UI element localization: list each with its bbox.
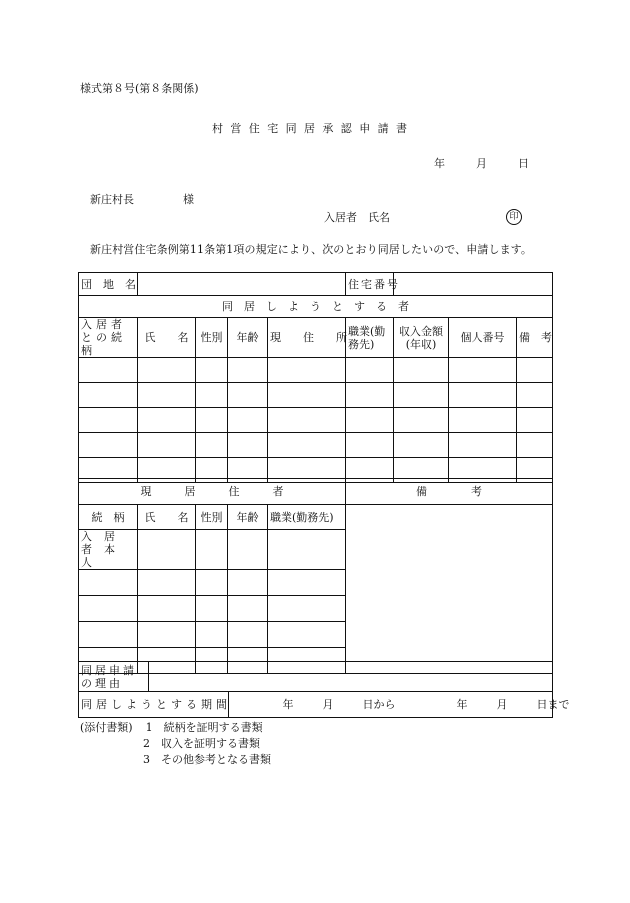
cohabitant-section-title: 同 居 し よ う と す る 者 (79, 296, 553, 318)
date-line (434, 157, 529, 171)
cell[interactable] (517, 383, 553, 408)
residents-section-title: 現 居 住 者 (79, 479, 346, 505)
to-day: 日まで (536, 698, 570, 711)
relation-self-label: 入居者本人 (79, 530, 138, 570)
cell[interactable] (394, 383, 449, 408)
cell[interactable] (79, 622, 138, 648)
header-name: 氏 名 (138, 318, 196, 358)
header-age: 年齢 (228, 505, 268, 530)
reason-period-table (78, 661, 570, 718)
cell[interactable] (196, 358, 228, 383)
cell[interactable] (138, 622, 196, 648)
cell[interactable] (228, 530, 268, 570)
cell[interactable] (196, 622, 228, 648)
table-row (79, 433, 553, 458)
cell[interactable] (138, 408, 196, 433)
reason-label: 同居申請の理由 (79, 662, 149, 692)
cell[interactable] (79, 433, 138, 458)
cell[interactable] (228, 383, 268, 408)
cell[interactable] (138, 383, 196, 408)
house-number-label: 住宅番号 (346, 273, 394, 296)
header-relation: 続 柄 (79, 505, 138, 530)
cell[interactable] (394, 433, 449, 458)
cell[interactable] (228, 596, 268, 622)
cell[interactable] (138, 358, 196, 383)
remarks-field[interactable] (346, 505, 553, 674)
header-sex: 性別 (196, 505, 228, 530)
from-year: 年 (282, 698, 294, 711)
cell[interactable] (268, 358, 346, 383)
date-year: 年 (434, 157, 445, 170)
house-number-field[interactable] (394, 273, 553, 296)
cell[interactable] (517, 408, 553, 433)
cell[interactable] (138, 530, 196, 570)
cell[interactable] (196, 596, 228, 622)
form-label: 様式第８号(第８条関係) (80, 82, 199, 95)
cell[interactable] (196, 570, 228, 596)
attachment-item: 1 続柄を証明する書類 (145, 721, 263, 734)
cell[interactable] (449, 408, 517, 433)
cell[interactable] (346, 358, 394, 383)
complex-name-field[interactable] (138, 273, 346, 296)
attachments-label: (添付書類) (80, 721, 133, 734)
table-row (79, 383, 553, 408)
remarks-title: 備 考 (346, 479, 553, 505)
cell[interactable] (449, 433, 517, 458)
cell[interactable] (196, 383, 228, 408)
cell[interactable] (79, 570, 138, 596)
cell[interactable] (228, 358, 268, 383)
cell[interactable] (228, 622, 268, 648)
cohabitant-table (78, 272, 553, 483)
date-month: 月 (476, 157, 487, 170)
cell[interactable] (228, 408, 268, 433)
cell[interactable] (196, 408, 228, 433)
cell[interactable] (394, 358, 449, 383)
header-remarks: 備 考 (517, 318, 553, 358)
cell[interactable] (79, 596, 138, 622)
cell[interactable] (268, 383, 346, 408)
addressee-honorific: 様 (183, 193, 194, 206)
cell[interactable] (346, 408, 394, 433)
to-month: 月 (496, 698, 508, 711)
header-age: 年齢 (228, 318, 268, 358)
cell[interactable] (138, 433, 196, 458)
cell[interactable] (346, 433, 394, 458)
intro-text: 新庄村営住宅条例第11条第1項の規定により、次のとおり同居したいので、申請します。 (90, 243, 532, 256)
cell[interactable] (196, 433, 228, 458)
table-row (79, 408, 553, 433)
cell[interactable] (138, 570, 196, 596)
addressee (90, 193, 194, 207)
cell[interactable] (228, 570, 268, 596)
cell[interactable] (268, 433, 346, 458)
cell[interactable] (517, 358, 553, 383)
attachment-item: 3 その他参考となる書類 (143, 753, 271, 766)
table-row (79, 358, 553, 383)
cell[interactable] (228, 433, 268, 458)
attachment-item: 2 収入を証明する書類 (143, 737, 260, 750)
header-name: 氏 名 (138, 505, 196, 530)
period-label: 同居しようとする期間 (79, 692, 229, 718)
cell[interactable] (517, 433, 553, 458)
cell[interactable] (79, 358, 138, 383)
cell[interactable] (268, 530, 346, 570)
header-address: 現 住 所 (268, 318, 346, 358)
cell[interactable] (268, 570, 346, 596)
to-year: 年 (456, 698, 468, 711)
attachments (80, 720, 271, 768)
from-day: 日から (362, 698, 396, 711)
from-month: 月 (322, 698, 334, 711)
cell[interactable] (268, 622, 346, 648)
current-residents-table (78, 478, 553, 674)
addressee-name: 新庄村長 (90, 193, 134, 206)
header-income: 収入金額(年収) (394, 318, 449, 358)
applicant-name-label: 入居者 氏名 (324, 211, 390, 224)
cell[interactable] (138, 596, 196, 622)
cell[interactable] (79, 383, 138, 408)
cell[interactable] (196, 530, 228, 570)
seal-mark: 印 (506, 209, 522, 225)
header-relation: 入居者との続柄 (79, 318, 138, 358)
cell[interactable] (268, 408, 346, 433)
cell[interactable] (346, 383, 394, 408)
cell[interactable] (79, 408, 138, 433)
cell[interactable] (394, 408, 449, 433)
reason-field[interactable] (149, 662, 553, 692)
date-day: 日 (518, 157, 529, 170)
header-sex: 性別 (196, 318, 228, 358)
complex-name-label: 団 地 名 (79, 273, 138, 296)
header-occupation: 職業(勤務先) (268, 505, 346, 530)
cell[interactable] (268, 596, 346, 622)
cell[interactable] (449, 383, 517, 408)
period-field[interactable] (229, 692, 570, 718)
header-id-number: 個人番号 (449, 318, 517, 358)
cell[interactable] (449, 358, 517, 383)
document-title: 村営住宅同居承認申請書 (212, 122, 415, 135)
header-occupation: 職業(勤務先) (346, 318, 394, 358)
